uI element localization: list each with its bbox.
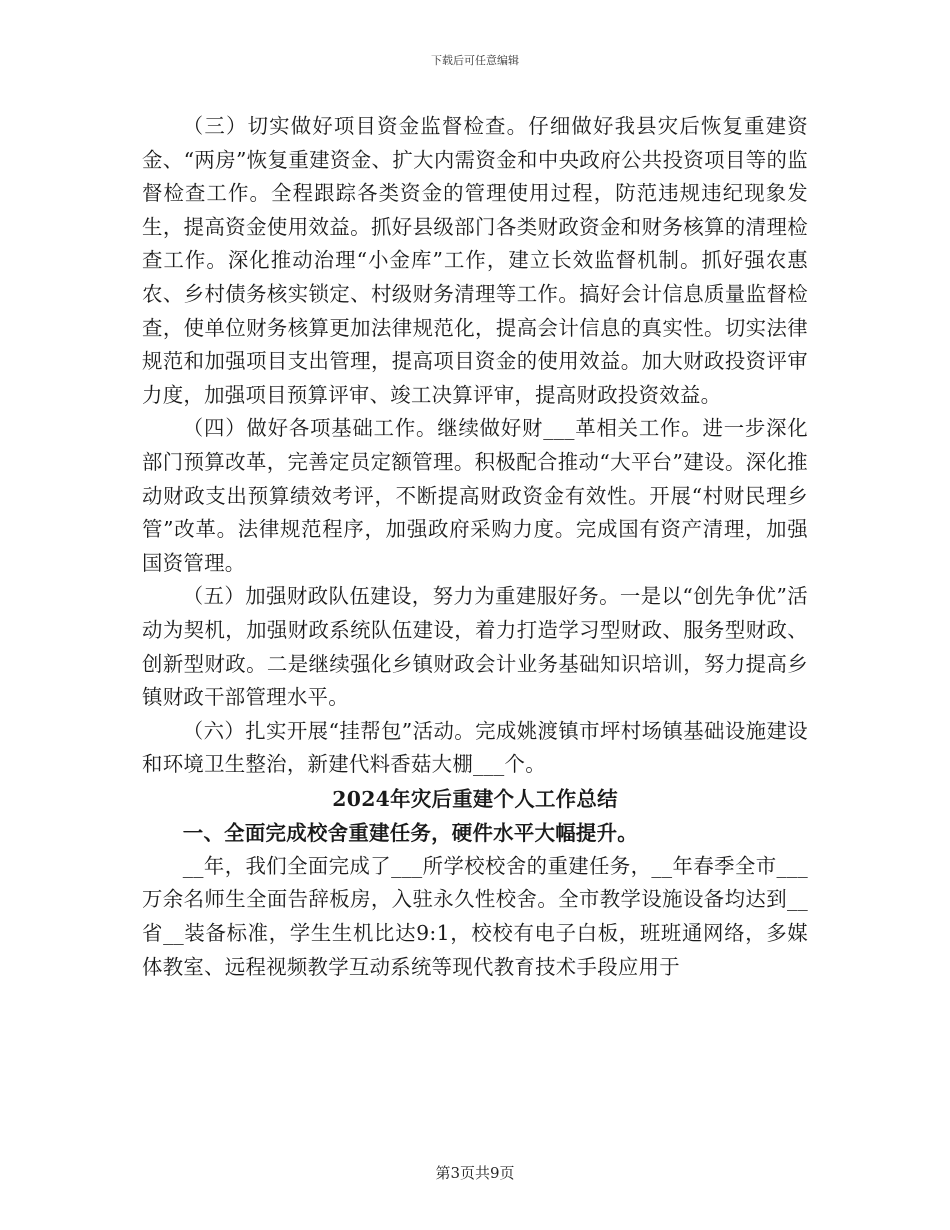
section-title: 2024年灾后重建个人工作总结 bbox=[332, 786, 618, 811]
paragraph-basic-work: （四）做好各项基础工作。继续做好财___革相关工作。进一步深化部门预算改革，完善定员定额管理。积极配合推动“大平台”建设。深化推动财政支出预算绩效考评，不断提高财政资金有效性。开展“村财民理乡管”改革。法律规范程序，加强政府采购力度。完成国有资产清理，加强国资管理。 bbox=[142, 416, 808, 575]
paragraph-support-activity: （六）扎实开展“挂帮包”活动。完成姚渡镇市坪村场镇基础设施建设和环境卫生整治，新建代料香菇大棚___个。 bbox=[142, 718, 808, 777]
page-footer-indicator: 第3页共9页 bbox=[435, 1164, 515, 1182]
paragraph-team-building: （五）加强财政队伍建设，努力为重建服好务。一是以“创先争优”活动为契机，加强财政系统队伍建设，着力打造学习型财政、服务型财政、创新型财政。二是继续强化乡镇财政会计业务基础知识培训，努力提高乡镇财政干部管理水平。 bbox=[142, 584, 808, 710]
section-subheading: 一、全面完成校舍重建任务，硬件水平大幅提升。 bbox=[182, 820, 638, 845]
page-header-note: 下载后可任意编辑 bbox=[431, 54, 519, 67]
paragraph-funds-supervision: （三）切实做好项目资金监督检查。仔细做好我县灾后恢复重建资金、“两房”恢复重建资金、扩大内需资金和中央政府公共投资项目等的监督检查工作。全程跟踪各类资金的管理使用过程，防范违规违纪现象发生，提高资金使用效益。抓好县级部门各类财政资金和财务核算的清理检查工作。深化推动治理“小金库”工作，建立长效监督机制。抓好强农惠农、乡村债务核实锁定、村级财务清理等工作。搞好会计信息质量监督检查，使单位财务核算更加法律规范化，提高会计信息的真实性。切实法律规范和加强项目支出管理，提高项目资金的使用效益。加大财政投资评审力度，加强项目预算评审、竣工决算评审，提高财政投资效益。 bbox=[142, 114, 808, 407]
paragraph-school-rebuild: __年，我们全面完成了___所学校校舍的重建任务，__年春季全市___万余名师生全面告辞板房，入驻永久性校舍。全市教学设施设备均达到__省__装备标准，学生生机比达9:1，校校有电子白板，班班通网络，多媒体教室、远程视频教学互动系统等现代教育技术手段应用于 bbox=[142, 853, 808, 979]
document-body bbox=[142, 110, 808, 984]
